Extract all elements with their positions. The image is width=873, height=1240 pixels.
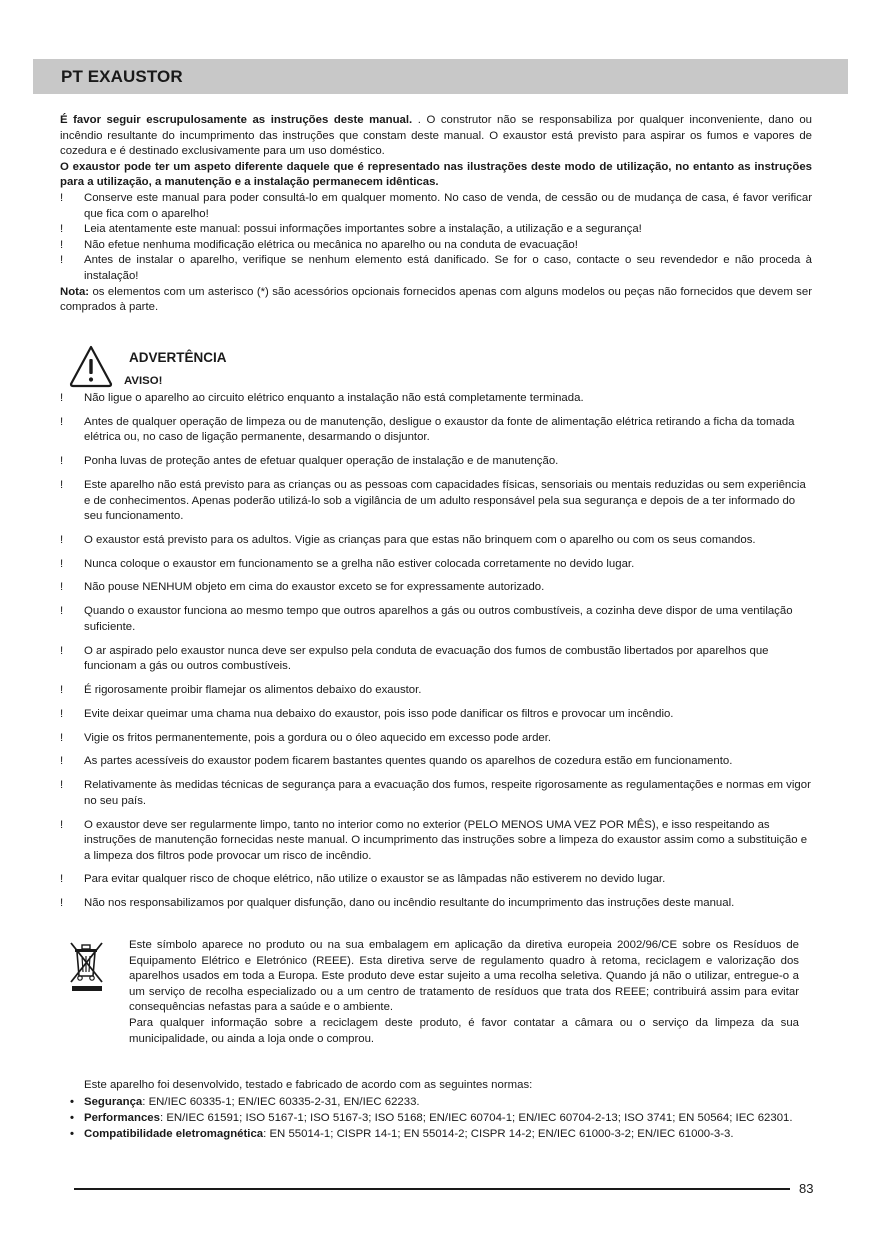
standard-text: : EN/IEC 60335-1; EN/IEC 60335-2-31, EN/IEC 62233. [142, 1096, 420, 1108]
bang-bullet: ! [60, 557, 64, 570]
warning-item [60, 683, 812, 699]
warning-item [60, 896, 812, 912]
note-paragraph [60, 285, 812, 316]
bang-bullet: ! [60, 707, 64, 720]
intro-list [60, 191, 812, 285]
warning-item [60, 533, 812, 549]
warning-item-text: Vigie os fritos permanentemente, pois a gordura ou o óleo aquecido em excesso pode arder. [84, 731, 552, 744]
footer-rule [74, 1188, 790, 1190]
warning-subtitle: AVISO! [124, 375, 163, 387]
warning-triangle-icon [68, 344, 114, 388]
bang-bullet: ! [60, 392, 64, 404]
bang-bullet: ! [60, 254, 64, 267]
standard-text: : EN 55014-1; CISPR 14-1; EN 55014-2; CISPR 14-2; EN/IEC 61000-3-2; EN/IEC 61000-3-3. [263, 1128, 734, 1140]
bang-bullet: ! [60, 873, 64, 886]
standards-section [60, 1077, 812, 1142]
appearance-note: O exaustor pode ter um aspeto diferente daquele que é representado nas ilustrações deste modo de utilização, no entanto as instruções para a utilização, a manutenção e a instalação permanecem idênticas. [60, 160, 812, 189]
warning-item [60, 391, 812, 407]
warning-item [60, 604, 812, 635]
warning-item [60, 872, 812, 888]
bang-bullet: ! [60, 455, 64, 468]
page-number: 83 [799, 1181, 814, 1196]
bang-bullet: ! [60, 779, 64, 792]
note-label: Nota: [60, 285, 90, 298]
warning-item-text: Para evitar qualquer risco de choque elétrico, não utilize o exaustor se as lâmpadas não estiverem no devido lugar. [84, 873, 666, 886]
warning-list-section [60, 391, 812, 920]
bang-bullet: ! [60, 478, 64, 491]
weee-paragraph: Este símbolo aparece no produto ou na sua embalagem em aplicação da diretiva europeia 2002/96/CE sobre os Resíduos de Equipamento Elétrico e Eletrónico (REEE). Esta diretiva serve de regulamento quadro à retoma, reciclagem e valorização dos aparelhos usados em toda a Europa. Este produto deve estar sujeito a uma recolha seletiva. Quando já não o utilizar, entregue-o a um serviço de recolha especializado ou a um centro de tratamento de resíduos que trata dos REEE; contribuirá assim para evitar consequências nefastas para a saúde e o ambiente. [129, 939, 799, 1014]
warning-item-text: O exaustor está previsto para os adultos. Vigie as crianças para que estas não brinquem com o aparelho ou com os seus comandos. [84, 533, 756, 546]
warning-list [60, 391, 812, 912]
warning-item [60, 580, 812, 596]
standard-label: Performances [84, 1112, 160, 1124]
list-item-text: Conserve este manual para poder consultá-lo em qualquer momento. No caso de venda, de cessão ou de mudança de casa, é favor verificar que fica com o aparelho! [84, 191, 812, 220]
warning-header [60, 344, 460, 390]
warning-item-text: Evite deixar queimar uma chama nua debaixo do exaustor, pois isso pode danificar os filtros e provocar um incêndio. [84, 707, 674, 720]
warning-item-text: O exaustor deve ser regularmente limpo, tanto no interior como no exterior (PELO MENOS UMA VEZ POR MÊS), e isso respeitando as instruções de manutenção fornecidas neste manual. O incumprimento das instruções sobre a limpeza do exaustor assim como a substituição e a limpeza dos filtros pode provocar um risco de incêndio. [84, 818, 808, 862]
standard-text: : EN/IEC 61591; ISO 5167-1; ISO 5167-3; ISO 5168; EN/IEC 60704-1; EN/IEC 60704-2-13; ISO 3741; EN 50564; IEC 62301. [159, 1112, 793, 1124]
list-item [60, 191, 812, 222]
bang-bullet: ! [60, 644, 64, 657]
warning-item-text: Ponha luvas de proteção antes de efetuar qualquer operação de instalação e de manutenção. [84, 455, 559, 468]
standard-label: Segurança [84, 1096, 143, 1108]
warning-item-text: Não nos responsabilizamos por qualquer disfunção, dano ou incêndio resultante do incumprimento das instruções deste manual. [84, 897, 735, 910]
intro-text: . O construtor não se responsabiliza por qualquer inconveniente, dano ou incêndio resultante do incumprimento das instruções que constam deste manual. O exaustor está previsto para aspirar os fumos e vapores de cozedura e é destinado exclusivamente para um uso doméstico. [60, 114, 812, 158]
warning-item-text: As partes acessíveis do exaustor podem ficarem bastantes quentes quando os aparelhos de cozedura estão em funcionamento. [84, 755, 733, 768]
bang-bullet: ! [60, 191, 64, 204]
bang-bullet: ! [60, 755, 64, 768]
standard-label: Compatibilidade eletromagnética [84, 1128, 264, 1140]
warning-item-text: Não ligue o aparelho ao circuito elétrico enquanto a instalação não está completamente terminada. [84, 392, 584, 404]
weee-section [129, 938, 799, 1047]
list-item-text: Não efetue nenhuma modificação elétrica ou mecânica no aparelho ou na conduta de evacuação! [84, 238, 578, 251]
note-text: os elementos com um asterisco (*) são acessórios opcionais fornecidos apenas com alguns modelos ou peças não fornecidos que devem ser comprados à parte. [60, 285, 812, 314]
warning-item [60, 454, 812, 470]
warning-item-text: Relativamente às medidas técnicas de segurança para a evacuação dos fumos, respeite rigorosamente as regulamentações e normas em vigor no seu país. [84, 779, 811, 807]
section-header-bar [33, 59, 848, 94]
list-item-text: Antes de instalar o aparelho, verifique se nenhum elemento está danificado. Se for o caso, contacte o seu revendedor e não proceda à instalação! [84, 254, 812, 282]
intro-paragraph [60, 113, 812, 160]
bullet-dot: • [70, 1096, 74, 1108]
bang-bullet: ! [60, 223, 64, 236]
standard-item [60, 1094, 812, 1110]
bang-bullet: ! [60, 897, 64, 910]
list-item-text: Leia atentamente este manual: possui informações importantes sobre a instalação, a utilização e a segurança! [84, 223, 642, 236]
list-item [60, 238, 812, 254]
warning-item [60, 644, 812, 675]
warning-item [60, 415, 812, 446]
bang-bullet: ! [60, 731, 64, 744]
warning-item [60, 707, 812, 723]
crossed-out-bin-icon [66, 938, 108, 994]
warning-item [60, 731, 812, 747]
warning-item [60, 754, 812, 770]
warning-item [60, 818, 812, 865]
bang-bullet: ! [60, 581, 64, 594]
bang-bullet: ! [60, 238, 64, 251]
bang-bullet: ! [60, 533, 64, 546]
warning-item-text: É rigorosamente proibir flamejar os alimentos debaixo do exaustor. [84, 684, 422, 696]
warning-item-text: Quando o exaustor funciona ao mesmo tempo que outros aparelhos a gás ou outros combustíveis, a cozinha deve dispor de uma ventilação suficiente. [84, 605, 793, 633]
standards-intro: Este aparelho foi desenvolvido, testado e fabricado de acordo com as seguintes normas: [84, 1079, 533, 1091]
warning-item [60, 778, 812, 809]
weee-contact-paragraph: Para qualquer informação sobre a reciclagem deste produto, é favor contatar a câmara ou o serviço da limpeza da sua municipalidade, ou ainda a loja onde o comprou. [129, 1016, 799, 1045]
warning-title: ADVERTÊNCIA [129, 350, 227, 365]
intro-bold-lead: É favor seguir escrupulosamente as instruções deste manual. [60, 114, 413, 126]
standards-list [60, 1094, 812, 1142]
intro-section [60, 113, 812, 316]
list-item [60, 222, 812, 238]
bullet-dot: • [70, 1128, 74, 1140]
warning-item-text: Nunca coloque o exaustor em funcionamento se a grelha não estiver colocada corretamente no devido lugar. [84, 557, 635, 570]
section-title: PT EXAUSTOR [61, 67, 183, 86]
bang-bullet: ! [60, 415, 64, 428]
warning-item-text: O ar aspirado pelo exaustor nunca deve ser expulso pela conduta de evacuação dos fumos de combustão libertados por aparelhos que funcionam a gás ou outros combustíveis. [84, 644, 769, 673]
warning-item-text: Antes de qualquer operação de limpeza ou de manutenção, desligue o exaustor da fonte de alimentação elétrica retirando a ficha da tomada elétrica ou, no caso de ligação permanente, desarmando o disjuntor. [84, 415, 795, 444]
warning-item [60, 557, 812, 573]
standard-item [60, 1110, 812, 1126]
list-item [60, 253, 812, 284]
warning-item [60, 478, 812, 525]
warning-item-text: Não pouse NENHUM objeto em cima do exaustor exceto se for expressamente autorizado. [84, 581, 545, 594]
bang-bullet: ! [60, 605, 64, 618]
bullet-dot: • [70, 1112, 74, 1124]
standard-item [60, 1126, 812, 1142]
warning-item-text: Este aparelho não está previsto para as crianças ou as pessoas com capacidades físicas, sensoriais ou mentais reduzidas ou sem experiência e de conhecimentos. Apenas poderão utilizá-lo sob a vigilância de um adulto responsável pela sua segurança e depois de a ter informado do seu funcionamento. [84, 478, 806, 523]
bang-bullet: ! [60, 818, 64, 831]
bang-bullet: ! [60, 684, 64, 696]
